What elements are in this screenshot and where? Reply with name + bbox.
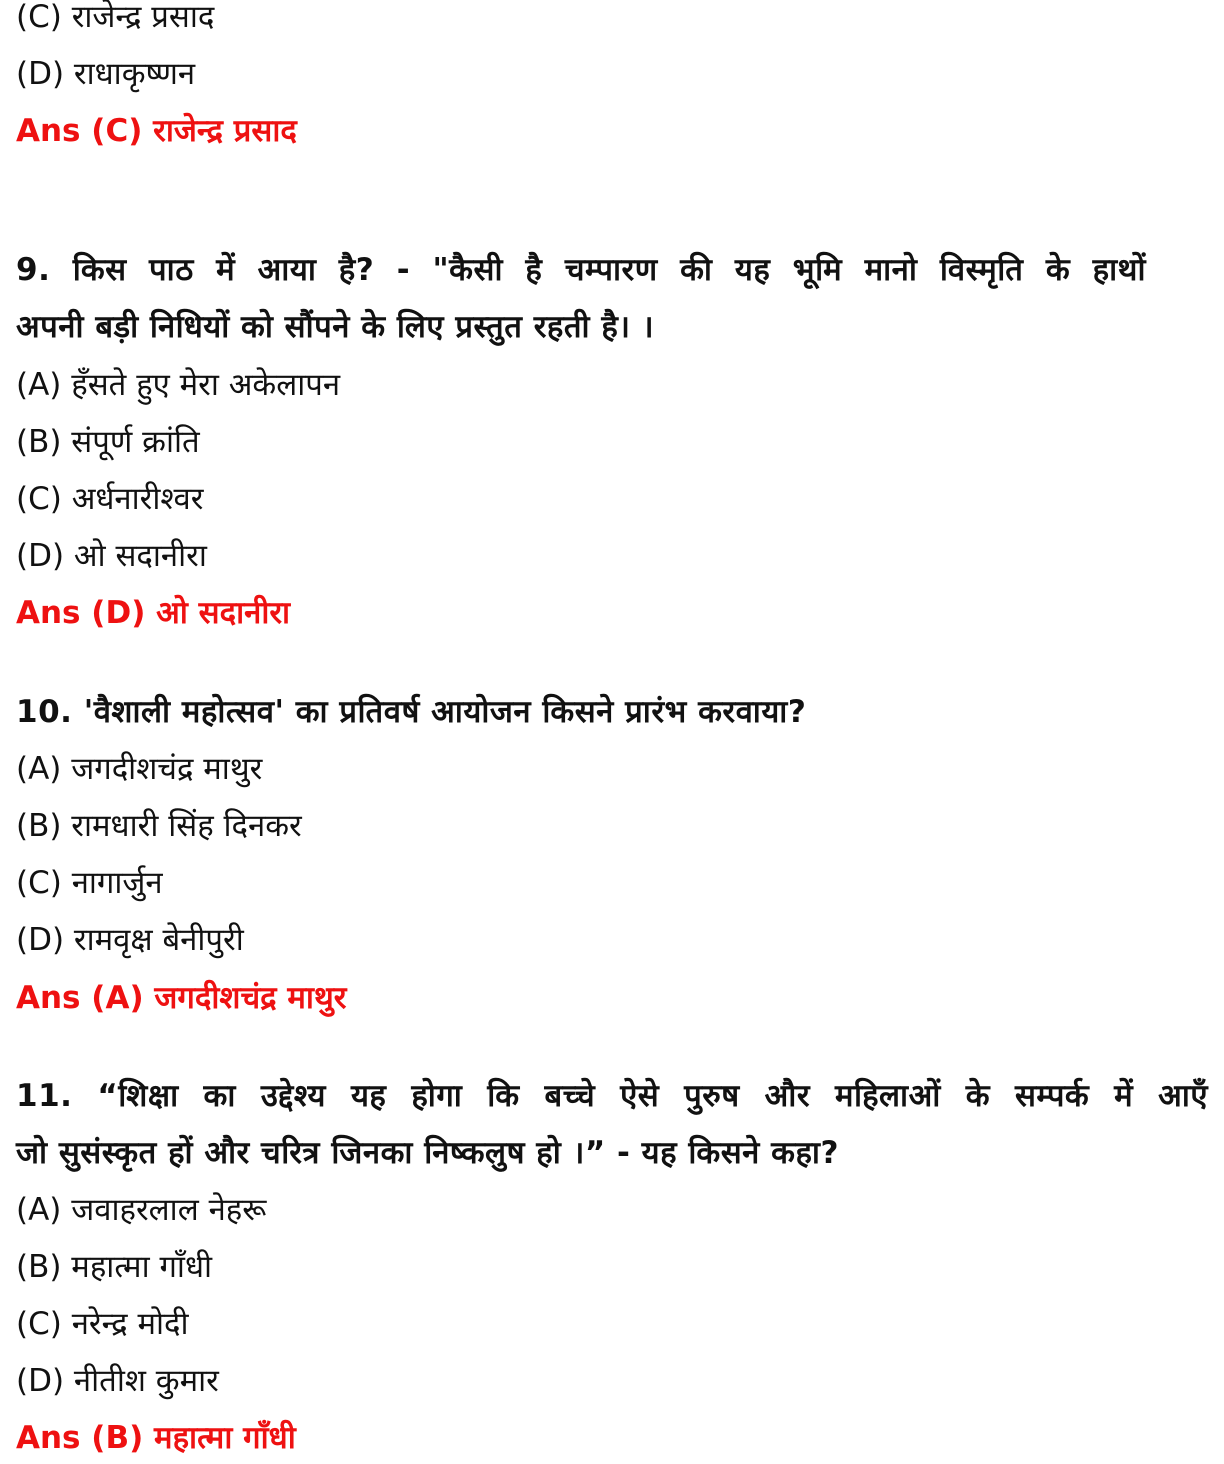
q11-option-b: (B) महात्मा गाँधी	[16, 1249, 213, 1285]
q11-option-c: (C) नरेन्द्र मोदी	[16, 1306, 189, 1342]
q9-text-line2: अपनी बड़ी निधियों को सौंपने के लिए प्रस्तुत रहती है। ।	[16, 309, 655, 345]
q11-text-line2: जो सुसंस्कृत हों और चरित्र जिनका निष्कलुष हो ।” - यह किसने कहा?	[16, 1135, 839, 1171]
q10-option-a: (A) जगदीशचंद्र माथुर	[16, 751, 263, 787]
q9-option-d: (D) ओ सदानीरा	[16, 538, 207, 574]
q9-option-b: (B) संपूर्ण क्रांति	[16, 424, 200, 460]
q9-answer: Ans (D) ओ सदानीरा	[16, 595, 291, 631]
q10-answer: Ans (A) जगदीशचंद्र माथुर	[16, 980, 347, 1016]
q9-option-c: (C) अर्धनारीश्वर	[16, 481, 204, 517]
q11-answer: Ans (B) महात्मा गाँधी	[16, 1420, 296, 1456]
q11-option-d: (D) नीतीश कुमार	[16, 1363, 219, 1399]
q10-option-d: (D) रामवृक्ष बेनीपुरी	[16, 922, 244, 958]
q11-option-a: (A) जवाहरलाल नेहरू	[16, 1192, 267, 1228]
q8-option-c: (C) राजेन्द्र प्रसाद	[16, 0, 215, 35]
q10-option-b: (B) रामधारी सिंह दिनकर	[16, 808, 302, 844]
q9-option-a: (A) हँसते हुए मेरा अकेलापन	[16, 367, 341, 403]
q10-option-c: (C) नागार्जुन	[16, 865, 163, 901]
q11-text-line1: 11. “शिक्षा का उद्देश्य यह होगा कि बच्चे ऐसे पुरुष और महिलाओं के सम्पर्क में आएँ	[16, 1078, 1208, 1114]
q8-answer: Ans (C) राजेन्द्र प्रसाद	[16, 113, 297, 149]
q8-option-d: (D) राधाकृष्णन	[16, 56, 196, 92]
q10-text-line1: 10. 'वैशाली महोत्सव' का प्रतिवर्ष आयोजन किसने प्रारंभ करवाया?	[16, 694, 807, 730]
q9-text-line1: 9. किस पाठ में आया है? - "कैसी है चम्पारण की यह भूमि मानो विस्मृति के हाथों	[16, 252, 1146, 288]
